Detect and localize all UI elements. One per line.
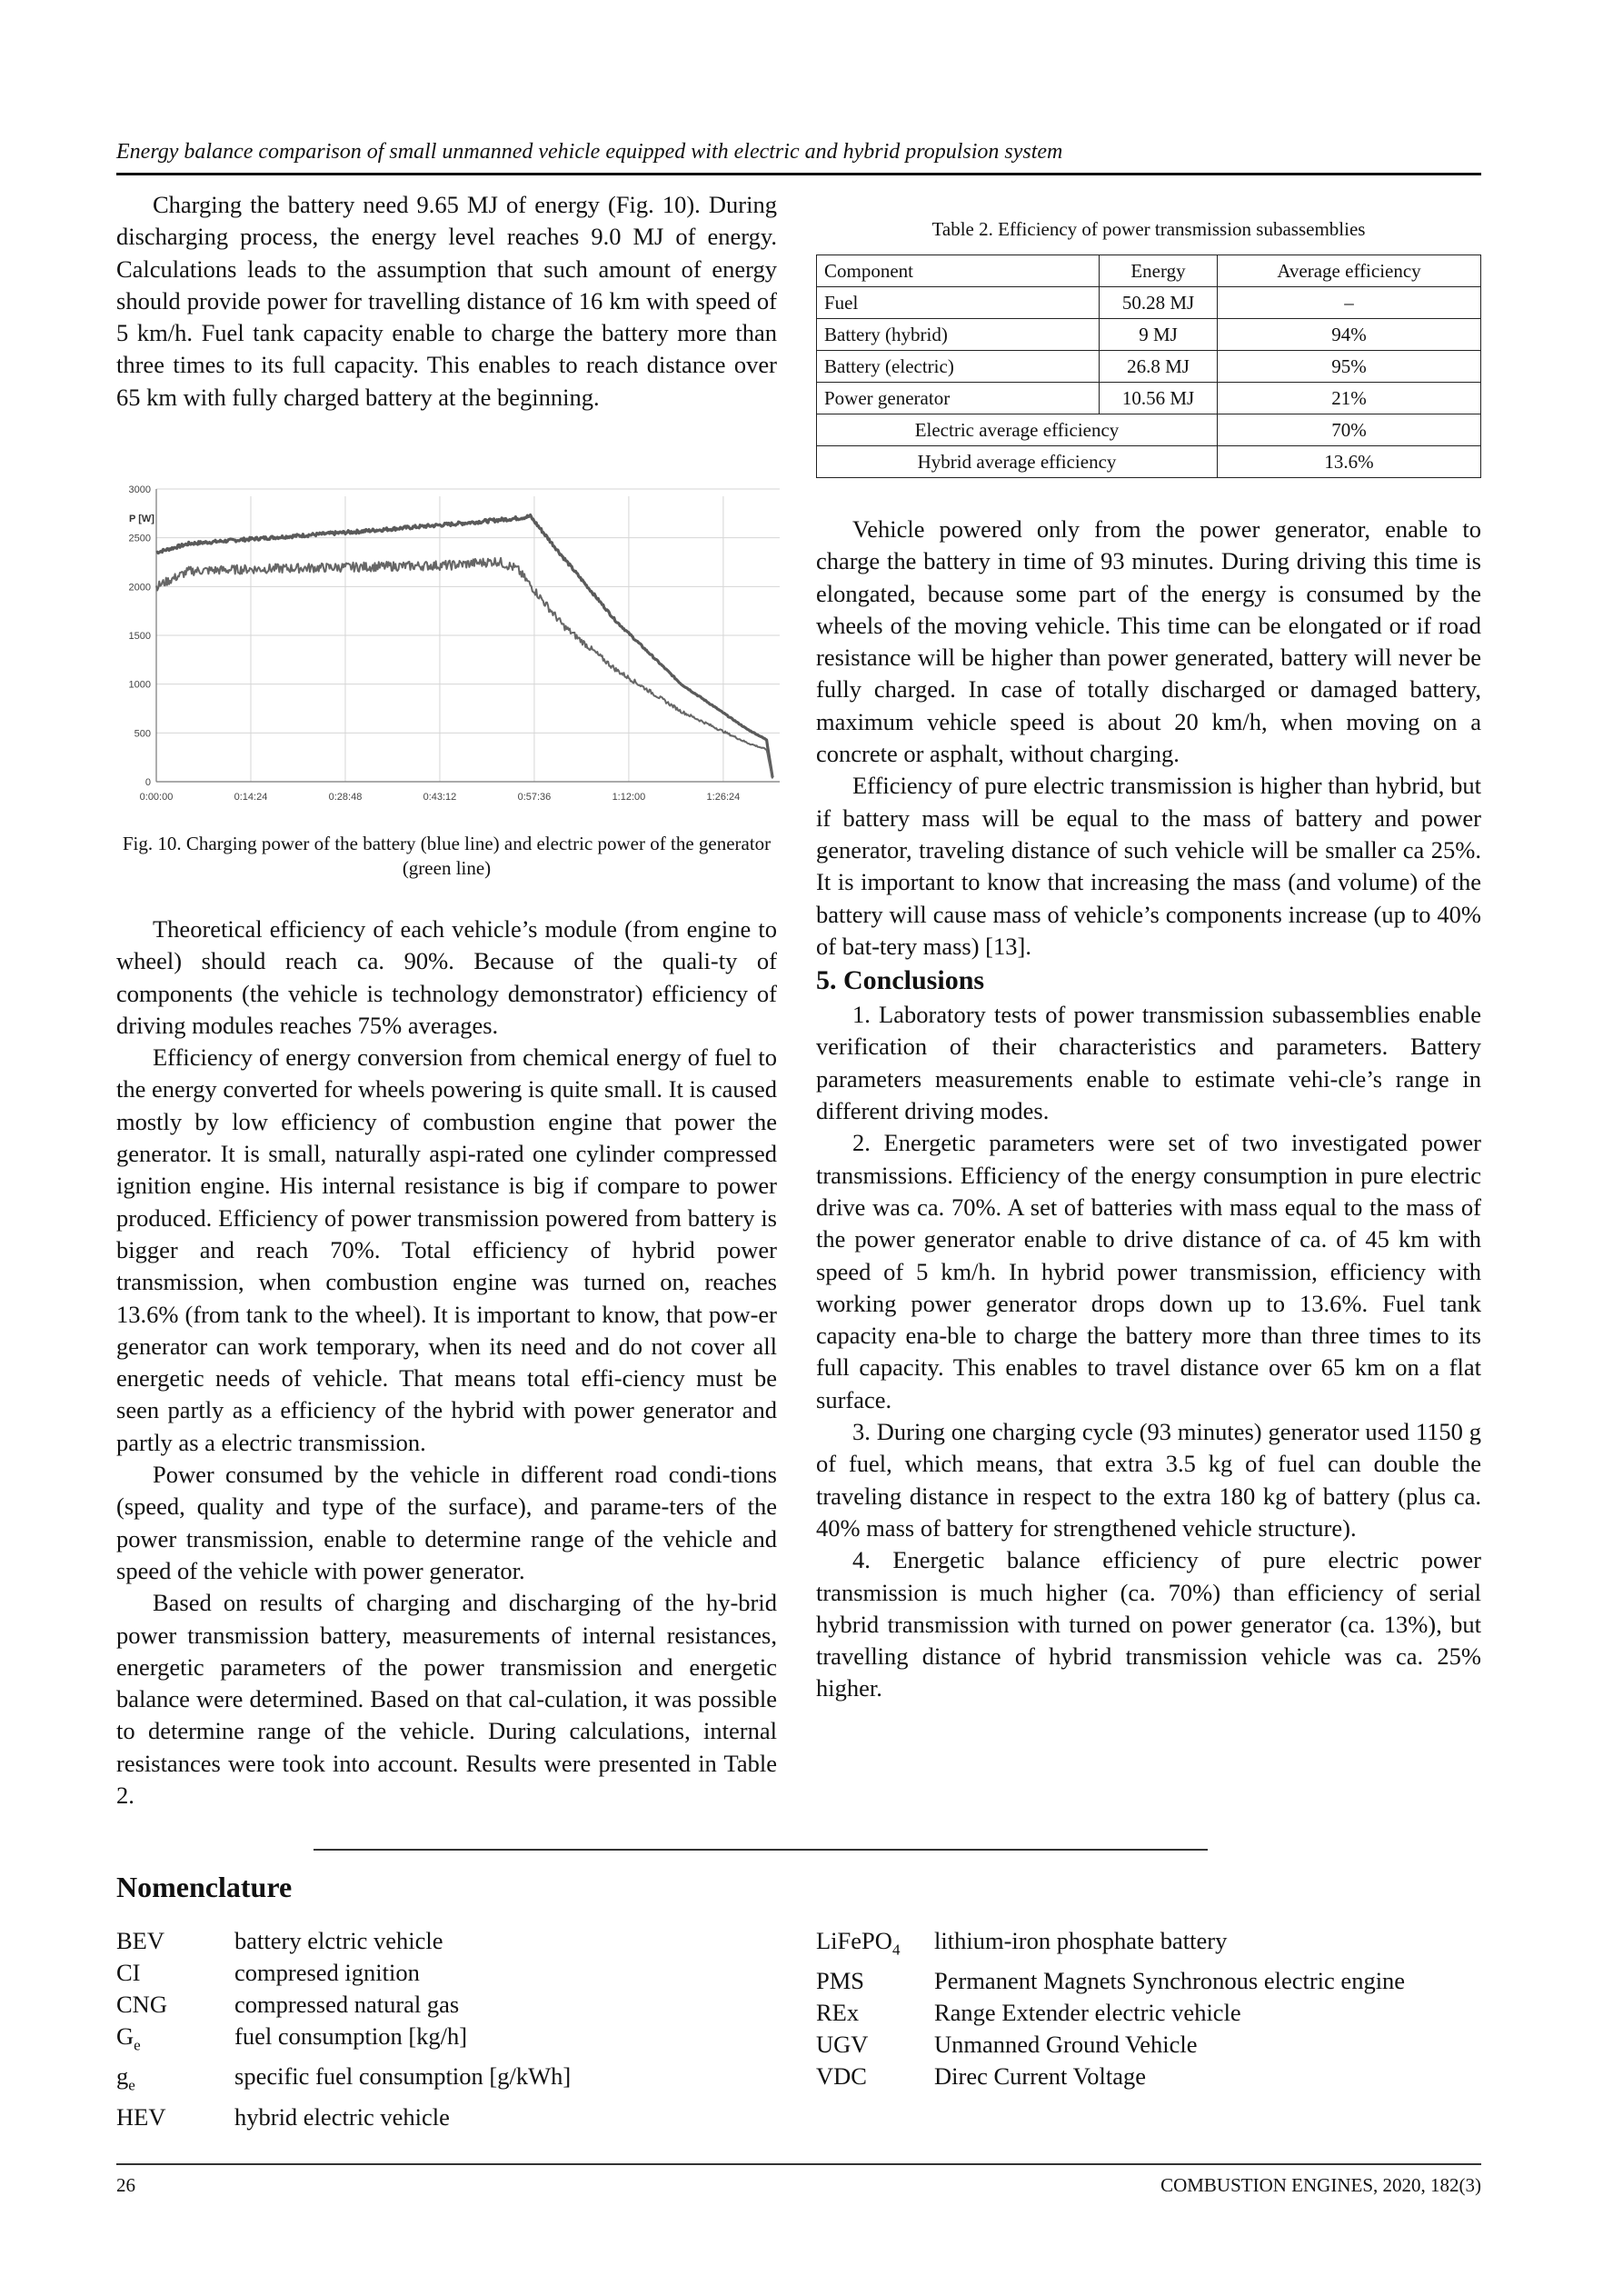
nomenclature-description: hybrid electric vehicle — [234, 2102, 450, 2131]
charging-power-chart — [116, 482, 789, 827]
x-tick-label: 1:26:24 — [706, 792, 741, 803]
section-heading: 5. Conclusions — [816, 965, 985, 996]
abbreviation-text: VDC — [816, 2062, 867, 2091]
table-cell: Hybrid average efficiency — [817, 446, 1218, 478]
paragraph: Power consumed by the vehicle in different road condi-tions (speed, quality and type of the surface), and parame-ters of the power transmission, enable to determine range of the vehicle and speed of the vehicle with power generator. — [116, 1461, 777, 1584]
nomenclature-row — [116, 1957, 571, 1989]
nomenclature-description: specific fuel consumption [g/kWh] — [234, 2062, 572, 2091]
conclusion-item: 3. During one charging cycle (93 minutes) generator used 1150 g of fuel, which means, that extra 3.5 kg of fuel can double the traveling distance in respect to the extra 180 kg of battery (plus ca. 40% mass of battery for strengthened vehicle structure). — [816, 1418, 1481, 1542]
journal-reference: COMBUSTION ENGINES, 2020, 182(3) — [1160, 2174, 1481, 2196]
figure-charging-power — [116, 482, 789, 827]
paragraph: Efficiency of pure electric transmission is higher than hybrid, but if battery mass will be equal to the mass of battery and power generator, traveling distance of such vehicle will be smaller ca 25%. It is important to know that increasing the mass (and volume) of the battery will cause mass of vehicle’s components increase (up to 40% of bat-tery mass) [13]. — [816, 772, 1481, 960]
table-header-cell: Average efficiency — [1218, 255, 1481, 287]
table-cell: Battery (hybrid) — [817, 319, 1100, 351]
separator-rule — [314, 1849, 1208, 1851]
y-tick-label: 500 — [134, 728, 151, 740]
table-cell: 10.56 MJ — [1100, 383, 1218, 414]
figure-caption: Fig. 10. Charging power of the battery (blue line) and electric power of the generator (green line) — [122, 833, 772, 879]
nomenclature-abbreviation — [816, 1997, 934, 2029]
abbreviation-text: HEV — [116, 2102, 166, 2131]
paragraph: Vehicle powered only from the power generator, enable to charge the battery in time of 93 minutes. During driving this time is elongated, because some part of the energy is consumed by the wheels of the moving vehicle. This time can be elongated or if road resistance will be higher than power generated, battery will never be fully charged. In case of totally discharged or damaged battery, maximum vehicle speed is about 20 km/h, when moving on a concrete or asphalt, without charging. — [816, 515, 1481, 768]
right-column — [816, 514, 1481, 1705]
nomenclature-row — [116, 2101, 571, 2133]
x-tick-label: 1:12:00 — [612, 792, 646, 803]
left-column-bottom — [116, 913, 777, 1812]
nomenclature-abbreviation — [116, 2021, 234, 2061]
table-row — [817, 319, 1481, 351]
y-axis-label: P [W] — [129, 514, 154, 525]
abbreviation-text: BEV — [116, 1927, 164, 1954]
table-caption: Table 2. Efficiency of power transmission subassemblies — [931, 218, 1366, 240]
paragraph: Based on results of charging and discharging of the hy-brid power transmission battery, measurements of internal resistances, energetic parameters of the power transmission and energetic balance were determined. Based on that cal-culation, it was possible to determine range of the vehicle. During calculations, internal resistances were took into account. Results were presented in Table 2. — [116, 1589, 777, 1810]
table-row — [817, 351, 1481, 383]
nomenclature-title: Nomenclature — [116, 1871, 293, 1903]
footer-rule — [116, 2163, 1481, 2165]
y-tick-label: 3000 — [128, 484, 151, 495]
y-tick-label: 2000 — [128, 582, 151, 594]
table-row — [817, 383, 1481, 414]
nomenclature-abbreviation — [816, 1925, 934, 1965]
nomenclature-abbreviation — [116, 1957, 234, 1989]
table-cell: 94% — [1218, 319, 1481, 351]
series-line — [156, 515, 772, 778]
nomenclature-abbreviation — [816, 2029, 934, 2061]
nomenclature-left — [116, 1925, 571, 2133]
abbreviation-text: g — [116, 2062, 129, 2091]
nomenclature-abbreviation — [816, 1965, 934, 1997]
nomenclature-abbreviation — [116, 2061, 234, 2101]
nomenclature-row — [116, 1925, 571, 1957]
conclusion-item: 2. Energetic parameters were set of two investigated power transmissions. Efficiency of the energy consumption in pure electric drive was ca. 70%. A set of batteries with mass equal to the mass of the power generator enable to drive distance of ca. of 45 km with speed of 5 km/h. In hybrid power transmission, efficiency with working power generator drops down up to 13.6%. Fuel tank capacity ena-ble to charge the battery more than three times to its full capacity. This enables to travel distance over 65 km on a flat surface. — [816, 1129, 1481, 1413]
page-number: 26 — [116, 2174, 135, 2196]
table-cell: – — [1218, 287, 1481, 319]
x-tick-label: 0:28:48 — [328, 792, 363, 803]
nomenclature-row — [816, 1925, 1405, 1965]
table-header-cell: Component — [817, 255, 1100, 287]
conclusion-item: 1. Laboratory tests of power transmission subassemblies enable verification of their characteristics and parameters. Battery parameters measurements enable to estimate vehi-cle’s range in different driving modes. — [816, 1001, 1481, 1125]
nomenclature-description: Direc Current Voltage — [934, 2062, 1147, 2091]
table-cell: 21% — [1218, 383, 1481, 414]
nomenclature-row — [116, 1989, 571, 2021]
nomenclature-description: Range Extender electric vehicle — [934, 1999, 1241, 2027]
abbreviation-text: G — [116, 2022, 134, 2050]
table-summary-row — [817, 414, 1481, 446]
nomenclature-abbreviation — [816, 2061, 934, 2092]
x-tick-label: 0:00:00 — [139, 792, 174, 803]
header-rule — [116, 173, 1481, 175]
conclusion-item: 4. Energetic balance efficiency of pure electric power transmission is much higher (ca. 70%) than efficiency of serial hybrid transmission with turned on power generator (ca. 13%), but travelling distance of hybrid transmission vehicle was ca. 25% higher. — [816, 1546, 1481, 1702]
table-cell: 70% — [1218, 414, 1481, 446]
table-cell: 13.6% — [1218, 446, 1481, 478]
y-tick-label: 1500 — [128, 631, 151, 642]
table-header-cell: Energy — [1100, 255, 1218, 287]
y-tick-label: 2500 — [128, 533, 151, 544]
nomenclature-description: fuel consumption [kg/h] — [234, 2022, 468, 2050]
nomenclature-row — [116, 2061, 571, 2101]
nomenclature-description: compressed natural gas — [234, 1991, 460, 2018]
nomenclature-row — [816, 1965, 1405, 1997]
table-cell: Electric average efficiency — [817, 414, 1218, 446]
abbreviation-text: LiFePO — [816, 1927, 892, 1954]
y-tick-label: 0 — [144, 777, 151, 788]
x-tick-label: 0:57:36 — [517, 792, 552, 803]
abbreviation-subscript: e — [128, 2076, 135, 2094]
nomenclature-row — [816, 1997, 1405, 2029]
table-header-row — [817, 255, 1481, 287]
abbreviation-text: PMS — [816, 1967, 865, 1995]
nomenclature-description: Unmanned Ground Vehicle — [934, 2031, 1198, 2059]
table-cell: Fuel — [817, 287, 1100, 319]
abbreviation-text: REx — [816, 1999, 860, 2027]
nomenclature-description: compresed ignition — [234, 1959, 420, 1986]
abbreviation-text: UGV — [816, 2031, 869, 2059]
table-summary-row — [817, 446, 1481, 478]
y-tick-label: 1000 — [128, 679, 151, 691]
table-cell: Battery (electric) — [817, 351, 1100, 383]
paragraph: Theoretical efficiency of each vehicle’s module (from engine to wheel) should reach ca. 90%. Because of the quali-ty of components (the vehicle is technology demonstrator) efficiency of driving modules reaches 75% averages. — [116, 915, 777, 1039]
series-line — [156, 558, 772, 779]
abbreviation-subscript: 4 — [891, 1941, 901, 1959]
abbreviation-subscript: e — [134, 2036, 141, 2054]
abbreviation-text: CI — [116, 1959, 141, 1986]
table-cell: Power generator — [817, 383, 1100, 414]
table-row — [817, 287, 1481, 319]
nomenclature-description: battery elctric vehicle — [234, 1927, 443, 1954]
nomenclature-description: Permanent Magnets Synchronous electric engine — [934, 1967, 1406, 1995]
nomenclature-row — [816, 2029, 1405, 2061]
abbreviation-text: CNG — [116, 1991, 167, 2018]
table-cell: 95% — [1218, 351, 1481, 383]
x-tick-label: 0:43:12 — [423, 792, 457, 803]
nomenclature-abbreviation — [116, 1925, 234, 1957]
paragraph: Charging the battery need 9.65 MJ of energy (Fig. 10). During discharging process, the energy level reaches 9.0 MJ of energy. Calculations leads to the assumption that such amount of energy should provide power for travelling distance of 16 km with speed of 5 km/h. Fuel tank capacity enable to charge the battery more than three times to its full capacity. This enables to reach distance over 65 km with fully charged battery at the beginning. — [116, 191, 777, 411]
nomenclature-right — [816, 1925, 1405, 2092]
paragraph: Efficiency of energy conversion from chemical energy of fuel to the energy converted for wheels powering is quite small. It is caused mostly by low efficiency of combustion engine that power the generator. It is small, naturally aspi-rated one cylinder compressed ignition engine. His internal resistance is big if compare to power produced. Efficiency of power transmission powered from battery is bigger and reach 70%. Total efficiency of hybrid power transmission, when combustion engine was turned on, reaches 13.6% (from tank to the wheel). It is important to know, that pow-er generator can work temporary, when its need and do not cover all energetic needs of vehicle. That means total effi-ciency must be seen partly as a efficiency of the hybrid with power generator and partly as a electric transmission. — [116, 1043, 777, 1456]
nomenclature-abbreviation — [116, 1989, 234, 2021]
nomenclature-row — [816, 2061, 1405, 2092]
table-cell: 9 MJ — [1100, 319, 1218, 351]
efficiency-table — [816, 255, 1481, 478]
table-cell: 50.28 MJ — [1100, 287, 1218, 319]
nomenclature-abbreviation — [116, 2101, 234, 2133]
left-column-top — [116, 189, 777, 414]
x-tick-label: 0:14:24 — [234, 792, 268, 803]
nomenclature-row — [116, 2021, 571, 2061]
nomenclature-description: lithium-iron phosphate battery — [934, 1927, 1228, 1954]
table-cell: 26.8 MJ — [1100, 351, 1218, 383]
running-header: Energy balance comparison of small unmanned vehicle equipped with electric and hybrid propulsion system — [116, 140, 1063, 164]
